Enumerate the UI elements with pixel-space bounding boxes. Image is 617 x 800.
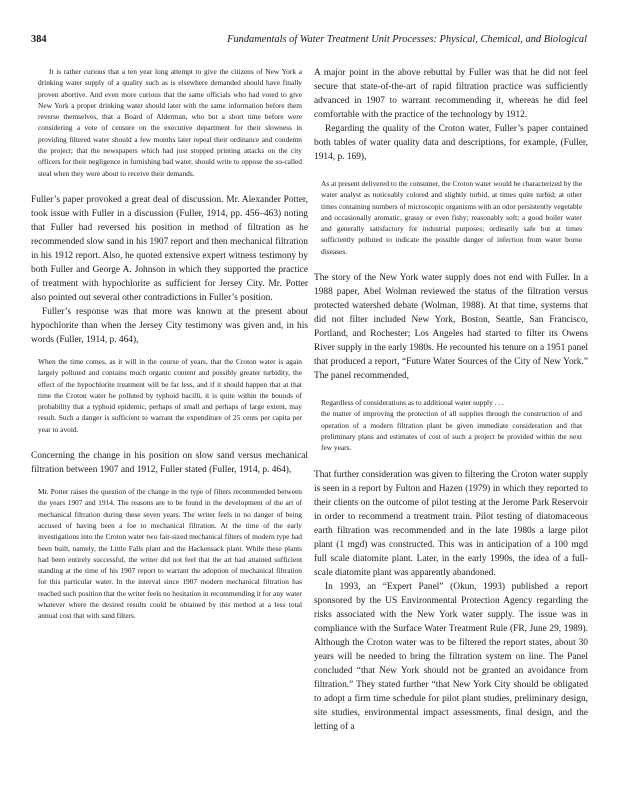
body-paragraph: Fuller’s response was that more was known at the present about hypochlorite than when the Jersey City testimony was given and, in his words (Fuller, 1914, p. 464), — [31, 306, 308, 345]
right-column — [314, 66, 588, 734]
block-quote: It is rather curious that a ten year long attempt to give the citizens of New York a drinking water supply of a quality such as is elsewhere demanded should have finally proven abortive. And even more curious that the same officials who had voted to give New York a proper drinking water should later with the same information before them reverse themselves, that a Board of Alderman, who but a short time before were considering a vote of censure on the executive department for their slowness in providing filtered water should a few months later repeal their ordinance and condemn the project; that the newspapers which had just stopped printing attacks on the city officers for their negligence in furnishing bad water, should write to oppose the so-called steal when they were about to receive their demands. — [38, 67, 302, 178]
block-quote: the matter of improving the protection of all supplies through the construction of and operation of a modern filtration plant be given immediate consideration and that preliminary plans and estimates of cost of such a project be provided within the next few years. — [321, 409, 582, 453]
body-paragraph: A major point in the above rebuttal by Fuller was that he did not feel secure that state-of-the-art of rapid filtration practice was sufficiently advanced in 1907 to warrant recommending it, whereas he did feel comfortable with the practice of the technology by 1912. — [314, 68, 588, 120]
left-column — [31, 66, 308, 622]
body-paragraph: Concerning the change in his position on slow sand versus mechanical filtration between 1907 and 1912, Fuller stated (Fuller, 1914, p. 464), — [31, 451, 308, 476]
block-quote: Mr. Potter raises the question of the change in the type of filters recommended between the years 1907 and 1914. The reasons are to be found in the development of the art of mechanical filtration during these seven years. The writer feels in no danger of being accused of having been a foe to mechanical filtration. At the time of the early investigations into the Croton water two fair-sized mechanical filters of modern type had been built, namely, the Little Falls plant and the Hackensack plant. While these plants had been entirely successful, the writer did not feel that the art had attained sufficient standing at the time of his 1907 report to warrant the adoption of mechanical filtration for this particular water. In the interval since 1907 modern mechanical filtration has reached such position that the writer feels no hesitation in recommending it for any water whatever where the desired results could be obtained by this method at a less total annual cost that with sand filters. — [38, 487, 302, 621]
body-paragraph: Regarding the quality of the Croton water, Fuller’s paper contained both tables of water quality data and descriptions, for example, (Fuller, 1914, p. 169), — [314, 124, 588, 162]
body-paragraph: In 1993, an “Expert Panel” (Okun, 1993) published a report sponsored by the US Environmental Protection Agency regarding the risks associated with the New York water supply. The issue was in compliance with the Surface Water Treatment Rule (FR, June 29, 1989). Although the Croton water was to be filtered the report states, about 30 years will be needed to bring the filtration system on line. The Panel concluded “that New York should not be granted an avoidance from filtration.” They stated further “that New York City should be obligated to adopt a firm time schedule for pilot plant studies, preliminary design, site studies, environmental impact assessments, final design, and the letting of a — [314, 581, 588, 732]
body-paragraph: That further consideration was given to filtering the Croton water supply is seen in a report by Fulton and Hazen (1979) in which they reported to their clients on the outcome of pilot testing at the Jerome Park Reservoir in order to recommend a treatment train. Pilot testing of diatomaceous earth filtration was recommended and in the late 1980s a large pilot plant (1 mgd) was constructed. This was in anticipation of a 100 mgd full scale diatomite plant. Later, in the early 1990s, the idea of a full-scale diatomite plant was apparently abandoned. — [314, 469, 588, 578]
block-quote: As at present delivered to the consumer, the Croton water would be characterized by the water analyst as noticeably colored and slightly turbid, at times quite turbid; at other times containing numbers of microscopic organisms with an odor persistently vegetable and occasionally aromatic, grassy or even fishy; reasonably soft; a good boiler water and generally satisfactory for industrial purposes; ordinarily safe but at times sufficiently polluted to indicate the possible danger of infection from water borne diseases. — [321, 179, 582, 256]
running-head-title: Fundamentals of Water Treatment Unit Processes: Physical, Chemical, and Biological — [227, 34, 587, 45]
block-quote: Regardless of considerations as to additional water supply . . . — [321, 398, 504, 408]
page-number: 384 — [31, 34, 47, 45]
running-header — [31, 34, 587, 48]
body-paragraph: Fuller’s paper provoked a great deal of discussion. Mr. Alexander Potter, took issue with Fuller in a discussion (Fuller, 1914, pp. 456–463) noting that Fuller had reversed his position in method of filtration as he recommended slow sand in his 1907 report and then mechanical filtration in his 1912 report. Also, he quoted extensive expert witness testimony by both Fuller and George A. Johnson in which they supported the practice of treatment with hypochlorite as sufficient for Jersey City. Mr. Potter also pointed out several other contradictions in Fuller’s position. — [31, 194, 308, 303]
block-quote: When the time comes, as it will in the course of years, that the Croton water is again largely polluted and contains much organic content and possibly greater turbidity, the effect of the hypochlorite treatment will be far less, and if it should happen that at that time the Croton water be polluted by typhoid bacilli, it is quite within the bounds of probability that a typhoid epidemic, perhaps of small and perhaps of large extent, may result. Such a danger is sufficient to warrant the expenditure of 25 cents per capita per year to avoid. — [38, 356, 302, 434]
body-paragraph: The story of the New York water supply does not end with Fuller. In a 1988 paper, Abel Wolman reviewed the status of the filtration versus protected watershed debate (Wolman, 1988). At that time, systems that did not filter included New York, Boston, Seattle, San Francisco, Portland, and Rochester; Los Angeles had started to filter its Owens River supply in the early 1980s. He recounted his tenure on a 1951 panel that produced a report, “Future Water Sources of the City of New York.” The panel recommended, — [314, 273, 588, 382]
